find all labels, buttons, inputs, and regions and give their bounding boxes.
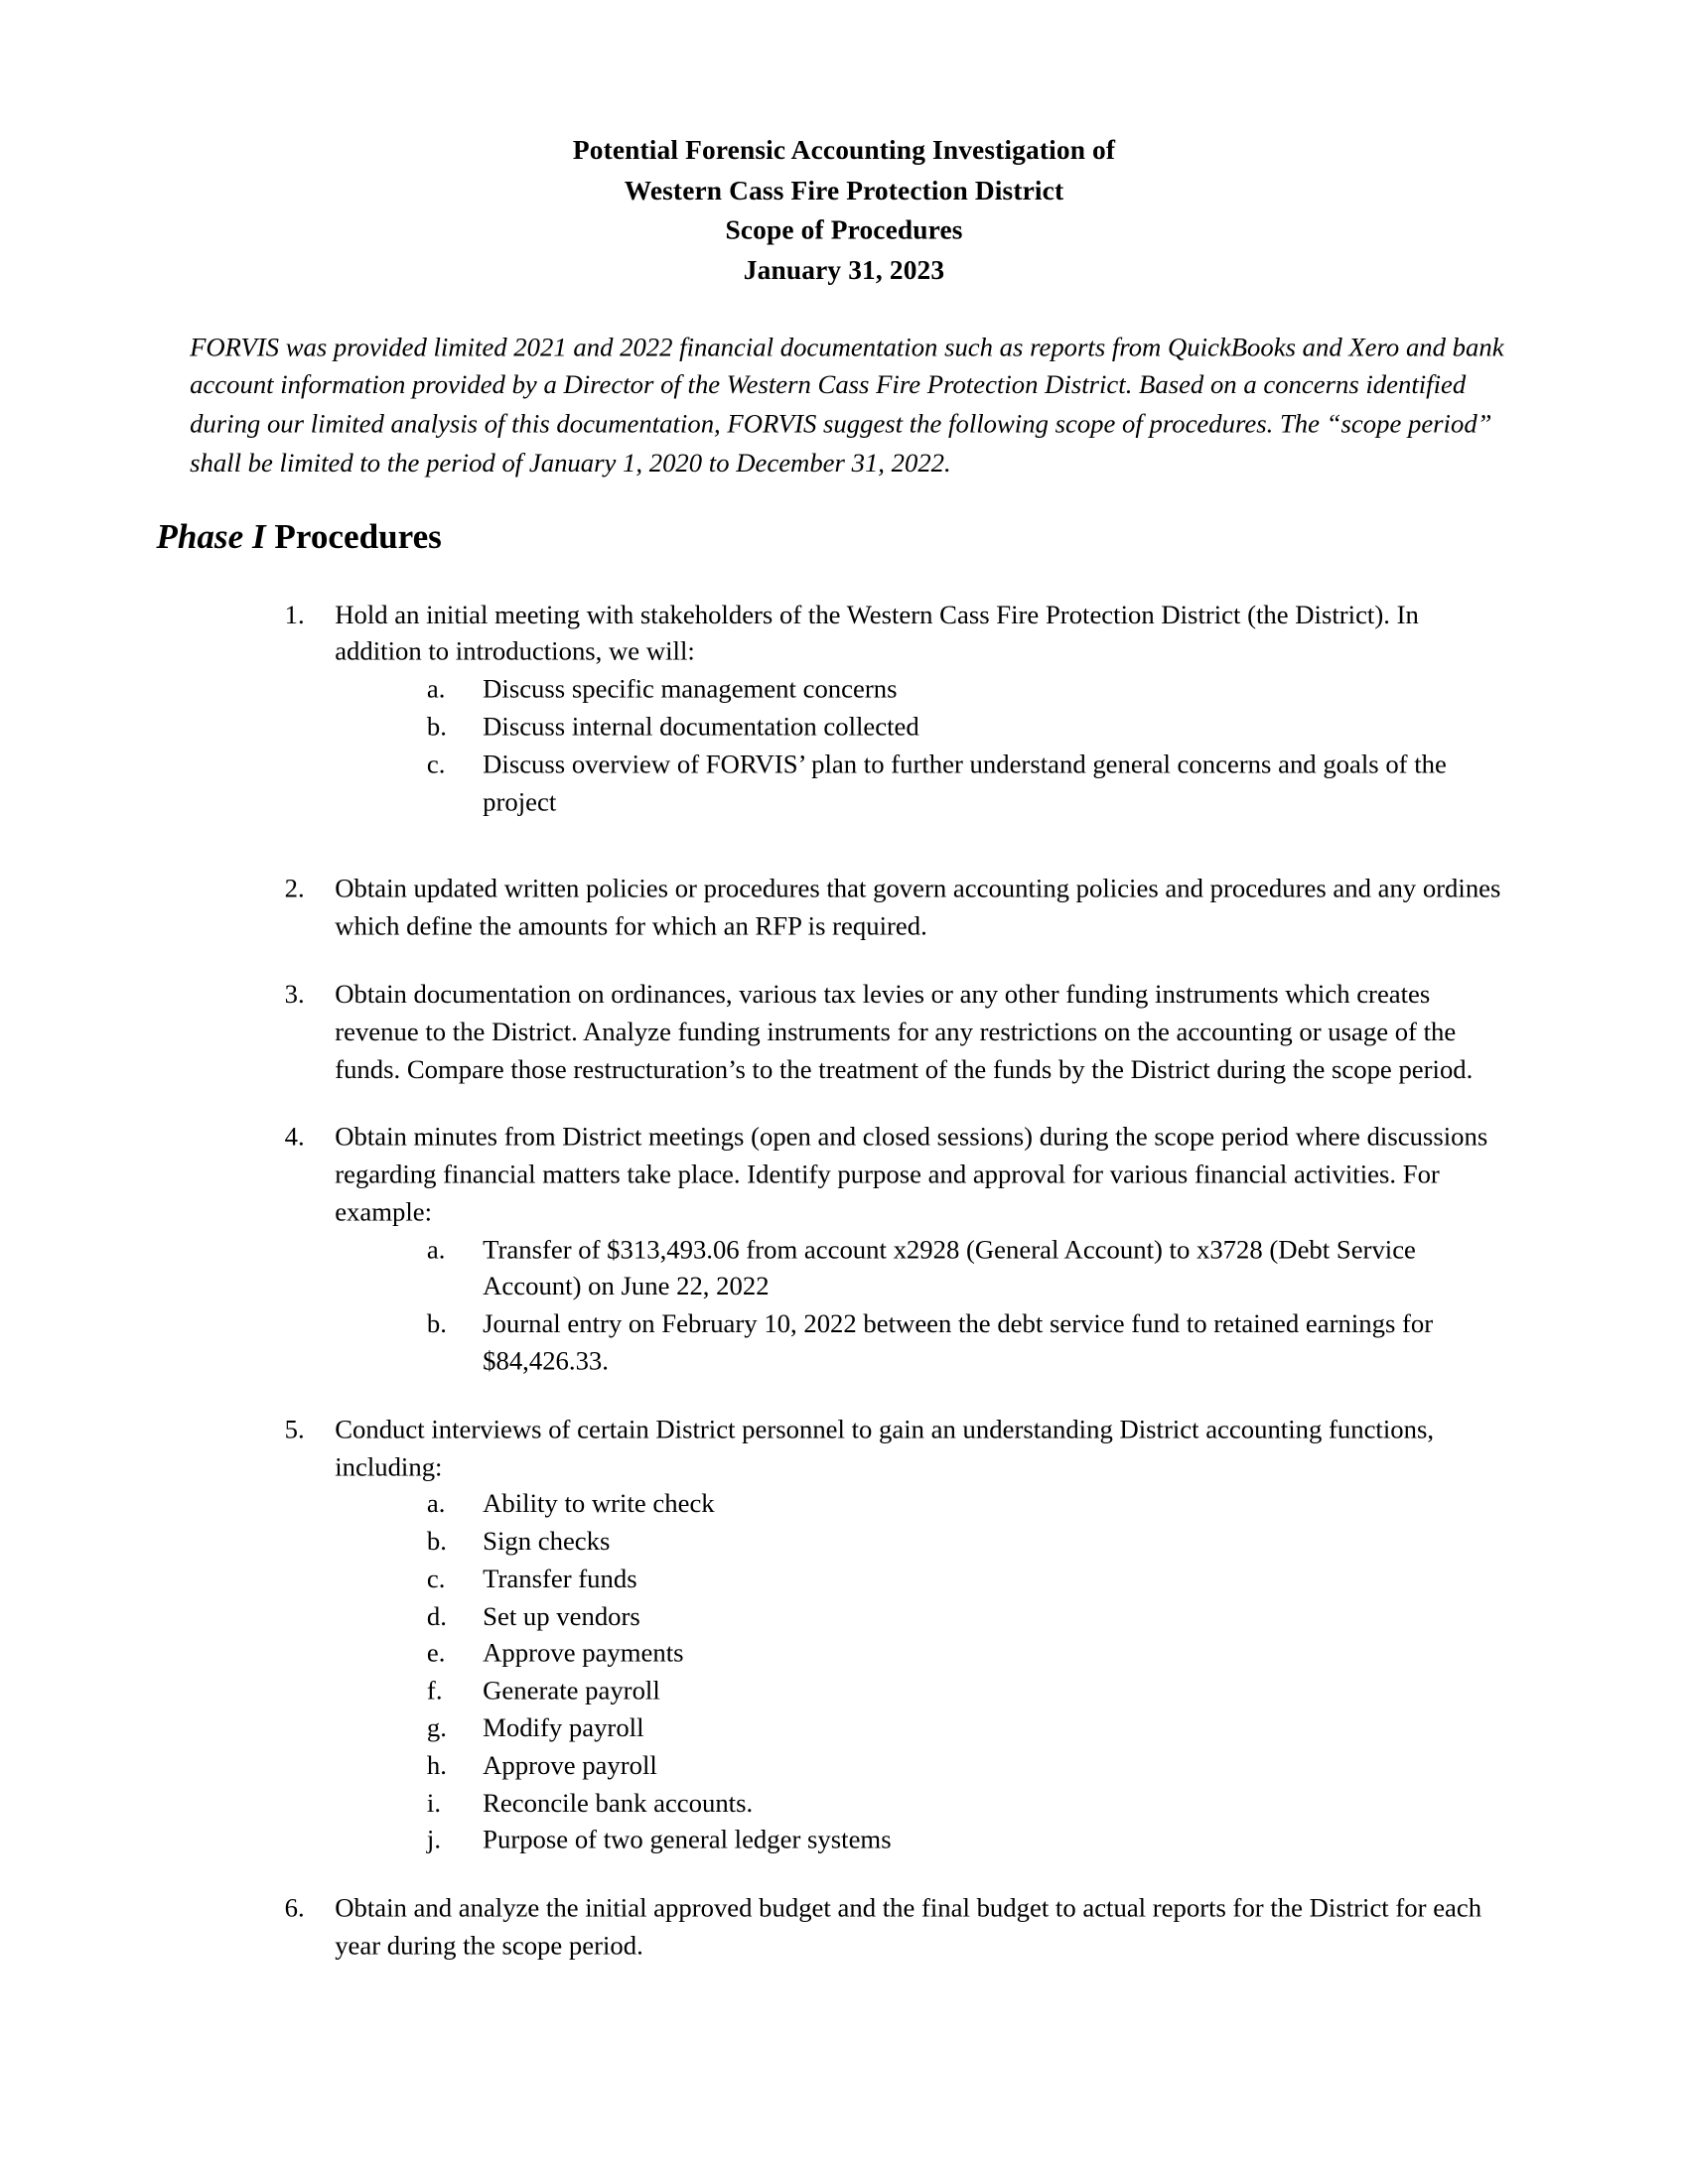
procedure-item-3 <box>285 978 1510 1090</box>
procedure-subitem: Journal entry on February 10, 2022 between the debt service fund to retained earnings for $84,426.33. <box>483 1309 1434 1377</box>
procedures-list <box>179 598 1509 1966</box>
procedure-text: Conduct interviews of certain District personnel to gain an understanding District accounting functions, including: <box>335 1415 1435 1482</box>
procedure-text: Obtain updated written policies or procedures that govern accounting policies and procedures and any ordines which define the amounts for which an RFP is required. <box>335 875 1501 942</box>
procedure-item-5 <box>285 1413 1510 1861</box>
procedure-subitem: Approve payroll <box>483 1751 657 1781</box>
section-heading-rest: Procedures <box>265 518 442 557</box>
procedure-subitem: Purpose of two general ledger systems <box>483 1826 892 1856</box>
procedure-sublist-1 <box>335 673 1509 823</box>
procedure-text: Hold an initial meeting with stakeholders of the Western Cass Fire Protection District (the District). In addition to introductions, we will: <box>335 601 1419 668</box>
section-heading <box>156 516 1509 562</box>
intro-paragraph: FORVIS was provided limited 2021 and 2022 financial documentation such as reports from QuickBooks and Xero and bank account information provided by a Director of the Western Cass Fire Protection District. Based on a concerns identified during our limited analysis of this documentation, FORVIS suggest the following scope of procedures. The “scope period” shall be limited to the period of January 1, 2020 to December 31, 2022. <box>190 333 1504 478</box>
procedure-subitem: Reconcile bank accounts. <box>483 1789 754 1819</box>
procedure-text: Obtain and analyze the initial approved budget and the final budget to actual reports for the District for each year during the scope period. <box>335 1894 1482 1962</box>
procedure-sublist-5 <box>335 1487 1509 1860</box>
procedure-item-1 <box>285 598 1510 822</box>
procedure-item-2 <box>285 873 1510 947</box>
title-line-1: Potential Forensic Accounting Investigation of <box>572 136 1116 167</box>
procedure-subitem: Discuss internal documentation collected <box>483 712 919 743</box>
procedure-item-4 <box>285 1121 1510 1382</box>
procedure-subitem: Transfer of $313,493.06 from account x2928 (General Account) to x3728 (Debt Service Account) on June 22, 2022 <box>483 1235 1416 1302</box>
title-date: January 31, 2023 <box>743 256 945 286</box>
procedure-subitem: Generate payroll <box>483 1677 660 1706</box>
procedure-subitem: Modify payroll <box>483 1713 644 1744</box>
procedure-subitem: Set up vendors <box>483 1601 640 1632</box>
title-line-2: Western Cass Fire Protection District <box>624 176 1064 206</box>
procedure-subitem: Sign checks <box>483 1527 611 1558</box>
procedure-text: Obtain minutes from District meetings (open and closed sessions) during the scope period where discussions regarding financial matters take place. Identify purpose and approval for various financial activities. For example: <box>335 1123 1488 1228</box>
procedure-subitem: Approve payments <box>483 1639 684 1669</box>
title-line-3: Scope of Procedures <box>725 216 963 246</box>
page-title <box>179 132 1509 292</box>
procedure-subitem: Discuss specific management concerns <box>483 675 898 705</box>
procedure-item-6 <box>285 1891 1510 1966</box>
section-heading-emphasis: Phase I <box>156 518 266 557</box>
procedure-subitem: Ability to write check <box>483 1489 715 1520</box>
procedure-subitem: Discuss overview of FORVIS’ plan to further understand general concerns and goals of the project <box>483 750 1447 817</box>
procedure-subitem: Transfer funds <box>483 1565 637 1594</box>
procedure-sublist-4 <box>335 1232 1509 1382</box>
procedure-text: Obtain documentation on ordinances, various tax levies or any other funding instruments which creates revenue to the District. Analyze funding instruments for any restrictions on the accounting or usage of the funds. Compare those restructuration’s to the treatment of the funds by the District during the scope period. <box>335 980 1474 1085</box>
